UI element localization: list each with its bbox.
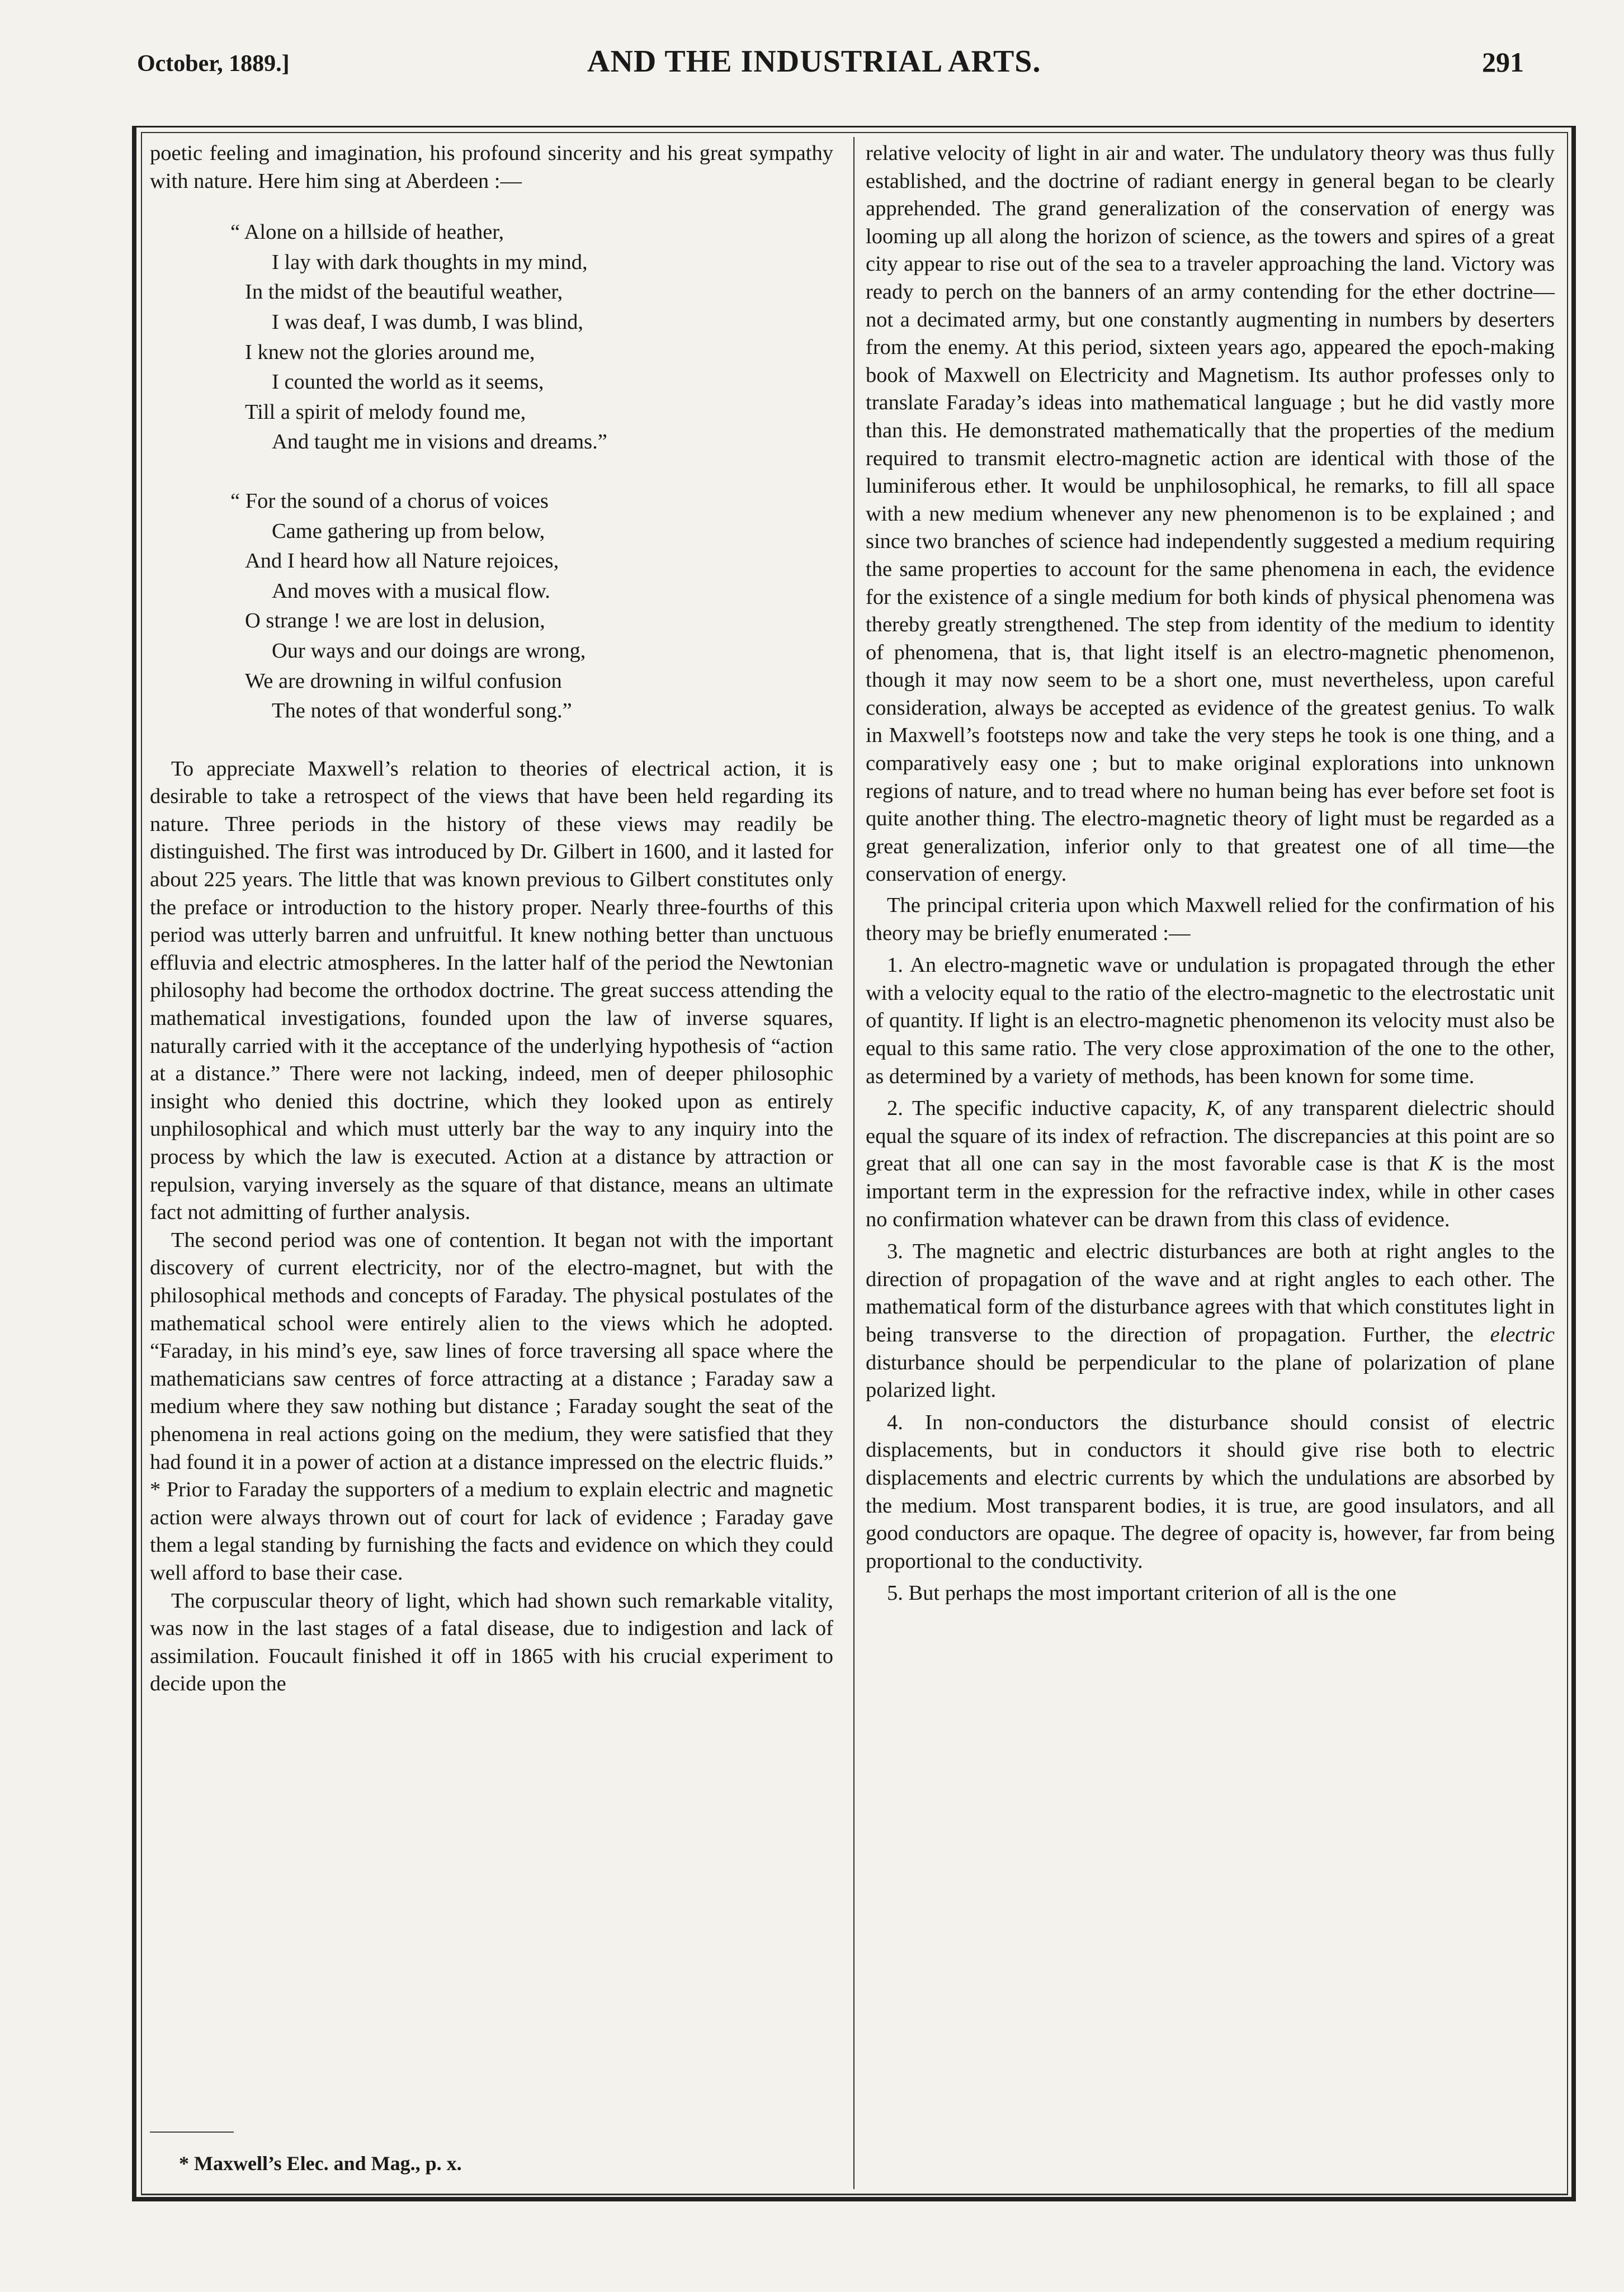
symbol-k: K — [1206, 1097, 1220, 1121]
poem — [230, 218, 833, 726]
footnote: * Maxwell’s Elec. and Mag., p. x. — [179, 2152, 462, 2175]
poem-line: “ For the sound of a chorus of voices — [230, 489, 549, 513]
poem-line: I knew not the glories around me, — [245, 340, 535, 364]
running-title: AND THE INDUSTRIAL ARTS. — [587, 44, 1041, 79]
poem-line: I lay with dark thoughts in my mind, — [272, 250, 588, 274]
criterion-item: 5. But perhaps the most important criterion of all is the one — [887, 1581, 1396, 1605]
poem-stanza-2 — [230, 486, 833, 726]
poem-line: And taught me in visions and dreams.” — [272, 430, 607, 454]
criterion-item — [866, 1095, 1555, 1234]
issue-date: October, 1889.] — [137, 51, 290, 77]
body-paragraph: The principal criteria upon which Maxwell relied for the confirmation of his theory may be briefly enumerated :— — [866, 894, 1555, 945]
criterion-text: is the most important term in the expression for the refractive index, while in other cases no confirmation whatever can be drawn from this class of evidence. — [866, 1152, 1555, 1231]
left-column — [150, 140, 833, 1698]
poem-line: Till a spirit of melody found me, — [245, 400, 526, 424]
criterion-text: 2. The specific inductive capacity, — [887, 1097, 1206, 1121]
poem-line: O strange ! we are lost in delusion, — [245, 609, 545, 633]
body-paragraph: To appreciate Maxwell’s relation to theories of electrical action, it is desirable to take a retrospect of the views that have been held regarding its nature. Three periods in the history of these views may readily be distinguished. The first was introduced by Dr. Gilbert in 1600, and it lasted for about 225 years. The little that was known previous to Gilbert constitutes only the preface or introduction to the history proper. Nearly three-fourths of this period was utterly barren and unfruitful. It knew nothing better than unctuous effluvia and electric atmospheres. In the latter half of the period the Newtonian philosophy had become the orthodox doctrine. The great success attending the mathematical investigations, founded upon the law of inverse squares, naturally carried with it the acceptance of the underlying hypothesis of “action at a distance.” There were not lacking, indeed, men of deeper philosophic insight who denied this doctrine, which they looked upon as entirely unphilosophical and which must utterly bar the way to any inquiry into the process by which the law is executed. Action at a distance by attraction or repulsion, varying inversely as the square of that distance, means an ultimate fact not admitting of further analysis. — [150, 757, 833, 1225]
criterion-text: disturbance should be perpendicular to the plane of polarization of plane polarized light. — [866, 1350, 1555, 1402]
poem-line: I was deaf, I was dumb, I was blind, — [272, 310, 584, 334]
poem-stanza-1 — [230, 218, 833, 457]
footnote-rule — [150, 2132, 234, 2133]
page-number: 291 — [1482, 46, 1524, 78]
criterion-item: 4. In non-conductors the disturbance should consist of electric displacements, but in conductors it should give rise both to electric displacements and electric currents by which the undulations are absorbed by the medium. Most transparent bodies, it is true, are good insulators, and all good conductors are opaque. The degree of opacity is, however, far from being proportional to the conductivity. — [866, 1410, 1555, 1573]
poem-line: The notes of that wonderful song.” — [272, 699, 572, 723]
criterion-text: 3. The magnetic and electric disturbances are both at right angles to the direction of propagation of the wave and at right angles to each other. The mathematical form of the disturbance agrees with that which constitutes light in being transverse to the direction of propagation. Further, the — [866, 1240, 1555, 1346]
poem-line: We are drowning in wilful confusion — [245, 669, 562, 693]
right-column — [866, 140, 1555, 1608]
poem-line: Came gathering up from below, — [272, 519, 545, 543]
criterion-item — [866, 1238, 1555, 1405]
body-paragraph: The corpuscular theory of light, which had shown such remarkable vitality, was now in the last stages of a fatal disease, due to indigestion and lack of assimilation. Foucault finished it off in 1865 with his crucial experiment to decide upon the — [150, 1589, 833, 1696]
column-divider — [853, 137, 855, 2189]
emphasis-text: electric — [1490, 1322, 1555, 1346]
running-head — [0, 44, 1624, 83]
poem-line: And I heard how all Nature rejoices, — [245, 549, 559, 573]
poem-line: “ Alone on a hillside of heather, — [230, 220, 504, 244]
poem-line: And moves with a musical flow. — [272, 579, 550, 603]
poem-line: I counted the world as it seems, — [272, 370, 544, 394]
criterion-text: , of any transparent dielectric should equal the square of its index of refraction. The discrepancies at this point are so great that all one can say in the most favorable case is that — [866, 1097, 1555, 1176]
symbol-k: K — [1428, 1152, 1443, 1176]
intro-paragraph: poetic feeling and imagination, his profound sincerity and his great sympathy with nature. Here him sing at Aberdeen :— — [150, 141, 833, 193]
body-paragraph: The second period was one of contention. It began not with the important discovery of current electricity, nor of the electro-magnet, but with the philosophical methods and concepts of Faraday. The physical postulates of the mathematical school were entirely alien to the views which he adopted. “Faraday, in his mind’s eye, saw lines of force traversing all space where the mathematicians saw centres of force attracting at a distance ; Faraday saw a medium where they saw nothing but distance ; Faraday sought the seat of the phenomena in real actions going on the medium, they were satisfied that they had found it in a power of action at a distance impressed on the electric fluids.” * Prior to Faraday the supporters of a medium to explain electric and magnetic action were always thrown out of court for lack of evidence ; Faraday gave them a legal standing by furnishing the facts and evidence on which they could well afford to base their case. — [150, 1228, 833, 1585]
poem-line: In the midst of the beautiful weather, — [245, 280, 563, 304]
body-paragraph: relative velocity of light in air and water. The undulatory theory was thus fully established, and the doctrine of radiant energy in general began to be clearly apprehended. The grand generalization of the conservation of energy was looming up all along the horizon of science, as the towers and spires of a great city appear to rise out of the sea to a traveler approaching the land. Victory was ready to perch on the banners of an army contending for the ether doctrine—not a decimated army, but one constantly augmenting in numbers by deserters from the enemy. At this period, sixteen years ago, appeared the epoch-making book of Maxwell on Electricity and Magnetism. Its author professes only to translate Faraday’s ideas into mathematical language ; but he did vastly more than this. He demonstrated mathematically that the properties of the medium required to transmit electro-magnetic action are identical with those of the luminiferous ether. It would be unphilosophical, he remarks, to fill all space with a new medium whenever any new phenomenon is to be explained ; and since two branches of science had independently suggested a medium requiring the same properties to account for the same phenomena in each, the evidence for the existence of a single medium for both kinds of physical phenomena was thereby greatly strengthened. The step from identity of the medium to identity of phenomena, that is, that light itself is an electro-magnetic phenomenon, though it may now seem to be a short one, must nevertheless, upon careful consideration, always be accepted as evidence of the greatest genius. To walk in Maxwell’s footsteps now and take the very steps he took is one thing, and a comparatively easy one ; but to make original explorations into unknown regions of nature, and to tread where no human being has ever before set foot is quite another thing. The electro-magnetic theory of light must be regarded as a great generalization, inferior only to that greatest one of all time—the conservation of energy. — [866, 141, 1555, 886]
criterion-item: 1. An electro-magnetic wave or undulation is propagated through the ether with a velocity equal to the ratio of the electro-magnetic to the electrostatic unit of quantity. If light is an electro-magnetic phenomenon its velocity must also be equal to this same ratio. The very close approximation of the one to the other, as determined by a variety of methods, has been known for some time. — [866, 953, 1555, 1088]
poem-line: Our ways and our doings are wrong, — [272, 639, 586, 663]
